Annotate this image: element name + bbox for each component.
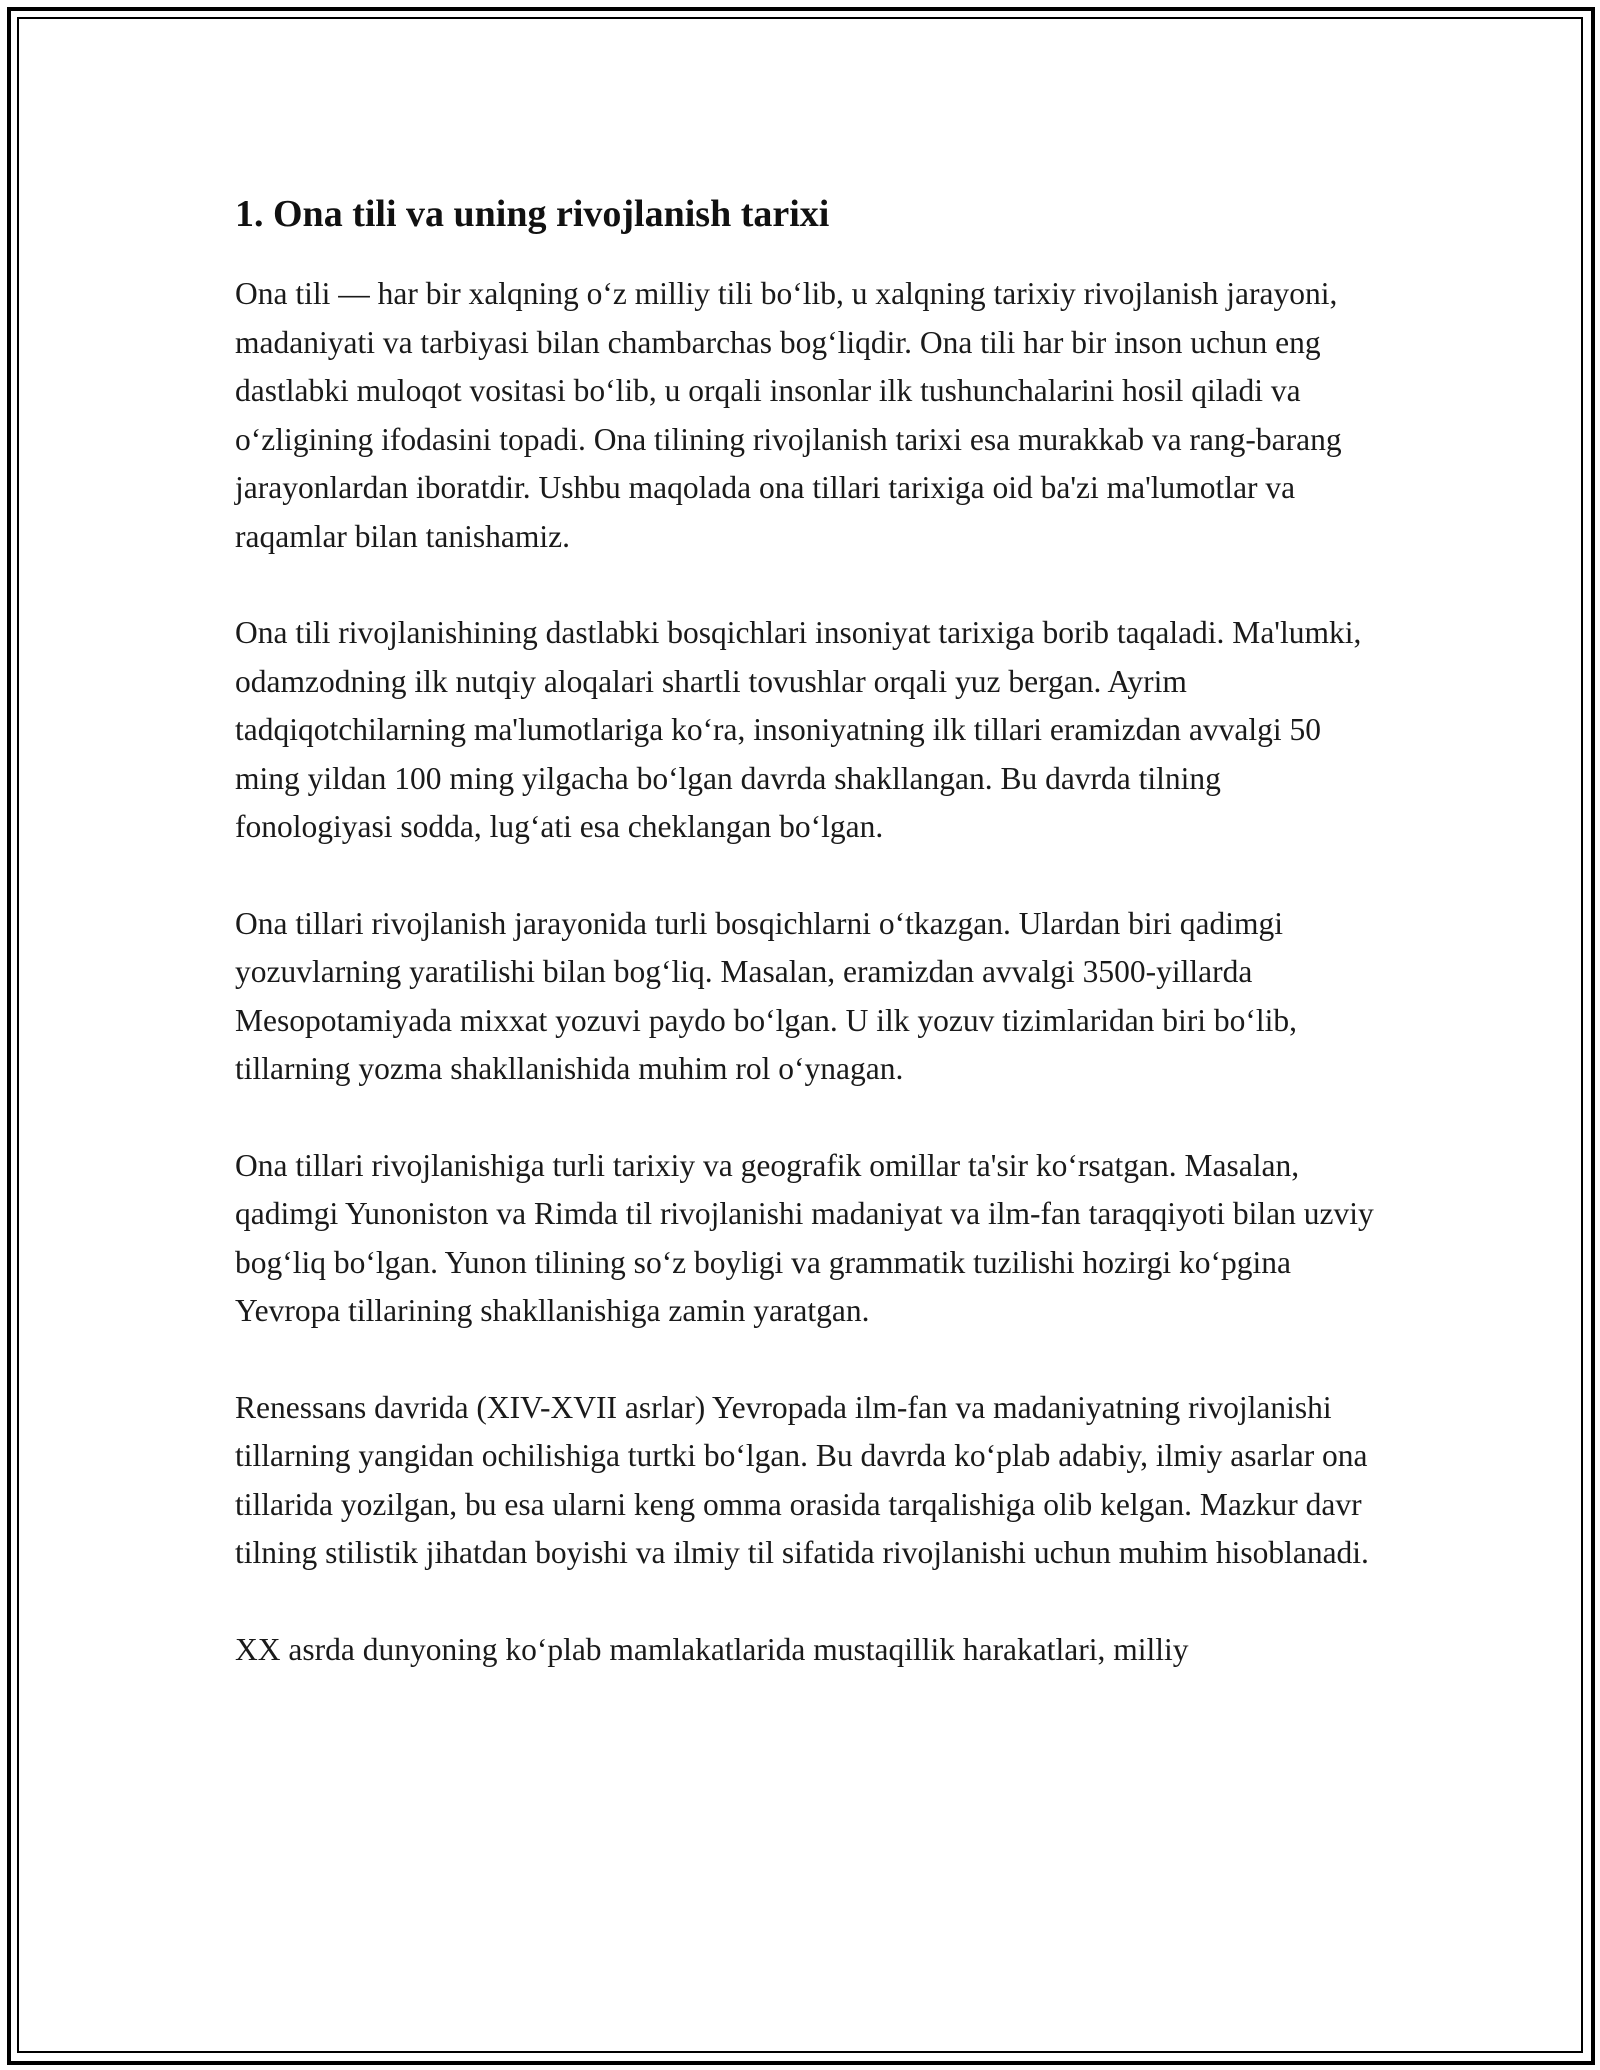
- paragraph-writing-systems: Ona tillari rivojlanish jarayonida turli bosqichlarni o‘tkazgan. Ulardan biri qadimgi yozuvlarning yaratilishi bilan bog‘liq. Masalan, eramizdan avvalgi 3500-yillarda Mesopotamiyada mixxat yozuvi paydo bo‘lgan. U ilk yozuv tizimlaridan biri bo‘lib, tillarning yozma shakllanishida muhim rol o‘ynagan.: [235, 905, 1298, 1086]
- section-heading: 1. Ona tili va uning rivojlanish tarixi: [235, 193, 830, 235]
- paragraph-twentieth-century: XX asrda dunyoning ko‘plab mamlakatlarida mustaqillik harakatlari, milliy: [235, 1631, 1189, 1667]
- paragraph-renaissance: Renessans davrida (XIV-XVII asrlar) Yevropada ilm-fan va madaniyatning rivojlanishi tillarning yangidan ochilishiga turtki bo‘lgan. Bu davrda ko‘plab adabiy, ilmiy asarlar ona tillarida yozilgan, bu esa ularni keng omma orasida tarqalishiga olib kelgan. Mazkur davr tilning stilistik jihatdan boyishi va ilmiy til sifatida rivojlanishi uchun muhim hisoblanadi.: [235, 1389, 1369, 1570]
- paragraph-early-stages: Ona tili rivojlanishining dastlabki bosqichlari insoniyat tarixiga borib taqaladi. Ma'lumki, odamzodning ilk nutqiy aloqalari shartli tovushlar orqali yuz bergan. Ayrim tadqiqotchilarning ma'lumotlariga ko‘ra, insoniyatning ilk tillari eramizdan avvalgi 50 ming yildan 100 ming yilgacha bo‘lgan davrda shakllangan. Bu davrda tilning fonologiyasi sodda, lug‘ati esa cheklangan bo‘lgan.: [235, 615, 1362, 844]
- paragraph-intro: Ona tili — har bir xalqning o‘z milliy tili bo‘lib, u xalqning tarixiy rivojlanish jarayoni, madaniyati va tarbiyasi bilan chambarchas bog‘liqdir. Ona tili har bir inson uchun eng dastlabki muloqot vositasi bo‘lib, u orqali insonlar ilk tushunchalarini hosil qiladi va o‘zligining ifodasini topadi. Ona tilining rivojlanish tarixi esa murakkab va rang-barang jarayonlardan iboratdir. Ushbu maqolada ona tillari tarixiga oid ba'zi ma'lumotlar va raqamlar bilan tanishamiz.: [235, 276, 1342, 554]
- paragraph-historical-factors: Ona tillari rivojlanishiga turli tarixiy va geografik omillar ta'sir ko‘rsatgan. Masalan, qadimgi Yunoniston va Rimda til rivojlanishi madaniyat va ilm-fan taraqqiyoti bilan uzviy bog‘liq bo‘lgan. Yunon tilining so‘z boyligi va grammatik tuzilishi hozirgi ko‘pgina Yevropa tillarining shakllanishiga zamin yaratgan.: [235, 1147, 1374, 1328]
- document-body: [235, 188, 1380, 1722]
